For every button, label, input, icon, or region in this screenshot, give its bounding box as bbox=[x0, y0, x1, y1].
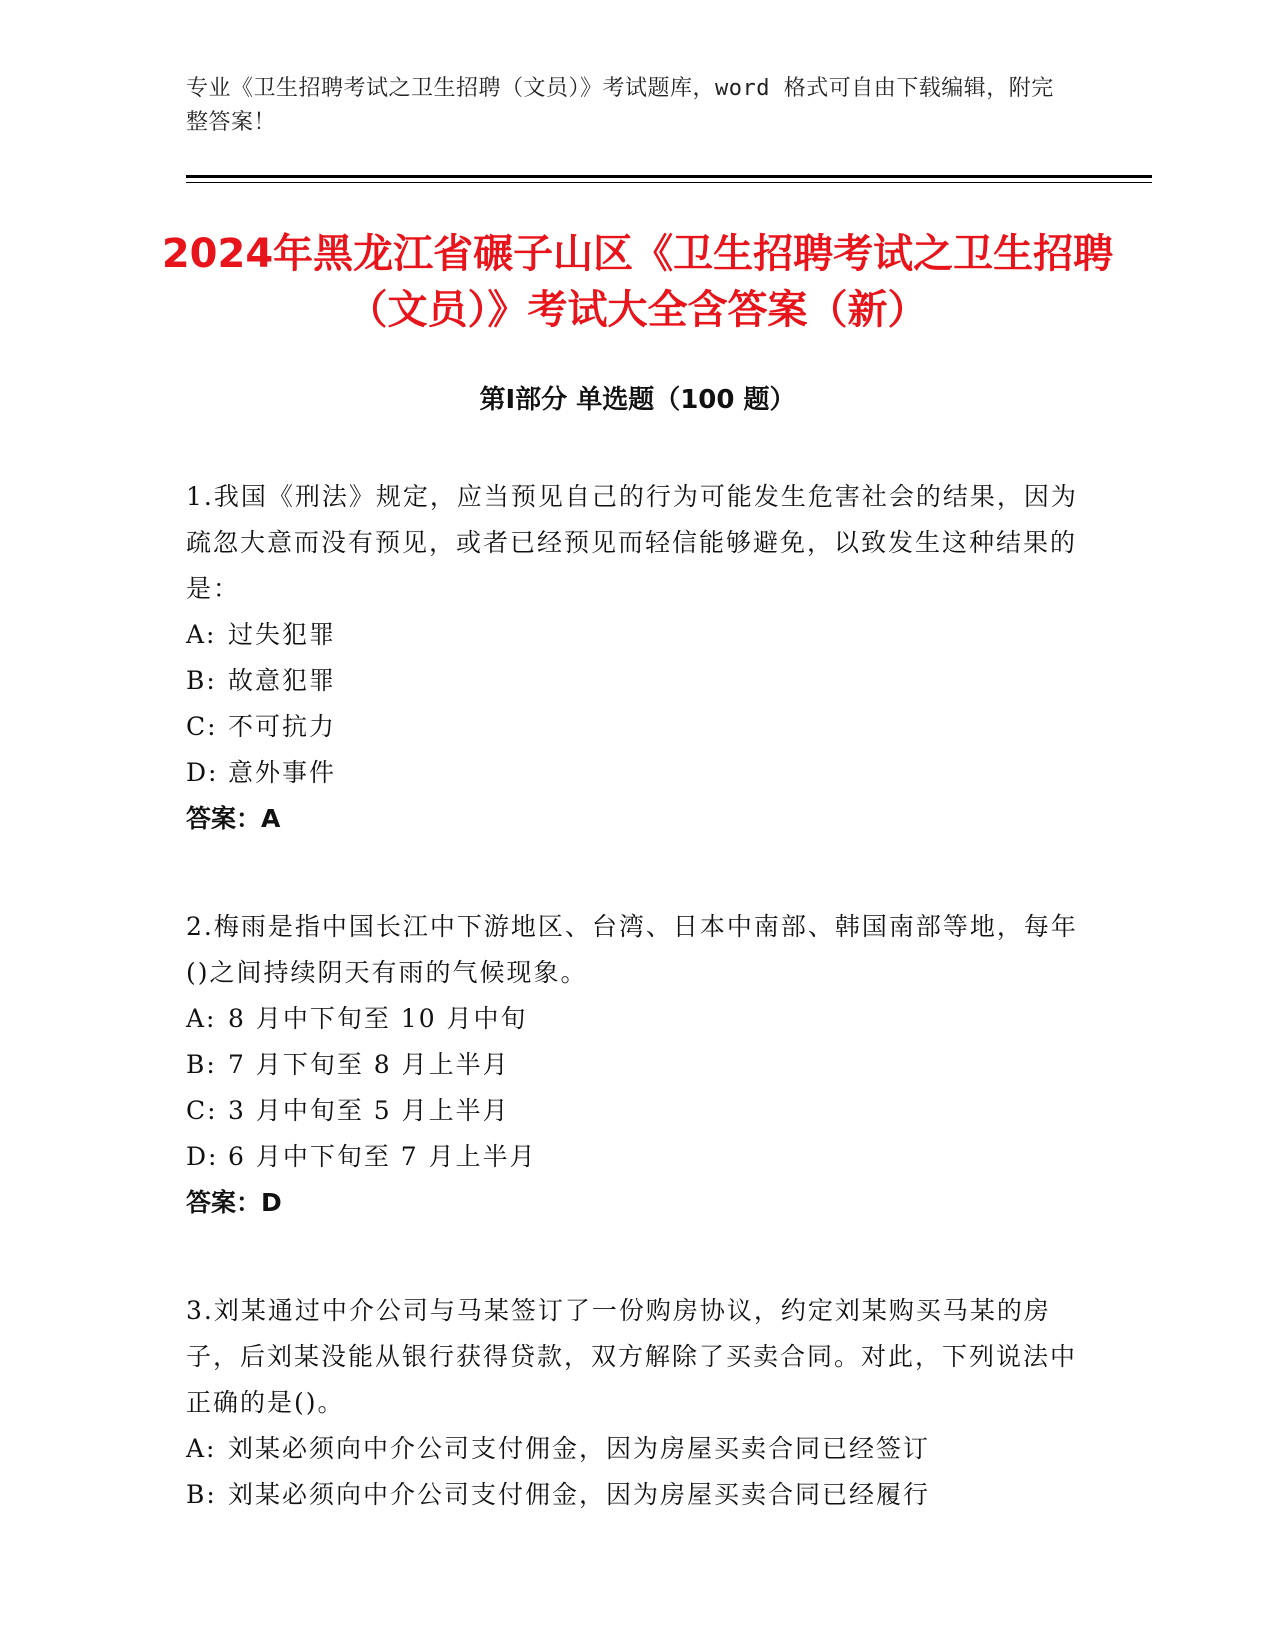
question-text: 1.我国《刑法》规定，应当预见自己的行为可能发生危害社会的结果，因为疏忽大意而没有预见，或者已经预见而轻信能够避免，以致发生这种结果的是： bbox=[186, 482, 1078, 603]
answer-label: 答案：A bbox=[186, 804, 281, 833]
option-key: C: bbox=[186, 712, 218, 741]
option-text: 刘某必须向中介公司支付佣金，因为房屋买卖合同已经履行 bbox=[228, 1480, 931, 1509]
option-text: 3 月中旬至 5 月上半月 bbox=[228, 1096, 510, 1125]
question-text: 2.梅雨是指中国长江中下游地区、台湾、日本中南部、韩国南部等地，每年()之间持续阴天有雨的气候现象。 bbox=[186, 912, 1078, 987]
option-text: 过失犯罪 bbox=[228, 620, 337, 649]
option-b bbox=[186, 1472, 1086, 1518]
question-text: 3.刘某通过中介公司与马某签订了一份购房协议，约定刘某购买马某的房子，后刘某没能从银行获得贷款，双方解除了买卖合同。对此，下列说法中正确的是()。 bbox=[186, 1296, 1078, 1417]
header-rule-thin bbox=[186, 182, 1152, 183]
option-key: B: bbox=[186, 1050, 217, 1079]
option-key: A: bbox=[186, 1434, 217, 1463]
section-heading: 第Ⅰ部分 单选题（100 题） bbox=[479, 385, 796, 415]
option-text: 刘某必须向中介公司支付佣金，因为房屋买卖合同已经签订 bbox=[228, 1434, 931, 1463]
option-a bbox=[186, 996, 1086, 1042]
question-2 bbox=[186, 904, 1086, 1226]
option-key: B: bbox=[186, 666, 217, 695]
option-key: B: bbox=[186, 1480, 217, 1509]
header-note: 专业《卫生招聘考试之卫生招聘（文员）》考试题库，word 格式可自由下载编辑，附完整答案！ bbox=[186, 76, 1054, 135]
option-key: D: bbox=[186, 758, 219, 787]
option-a bbox=[186, 1426, 1086, 1472]
option-d bbox=[186, 1134, 1086, 1180]
question-list bbox=[186, 474, 1086, 1580]
option-key: A: bbox=[186, 620, 217, 649]
option-d bbox=[186, 750, 1086, 796]
answer-label: 答案：D bbox=[186, 1188, 282, 1217]
option-text: 6 月中下旬至 7 月上半月 bbox=[228, 1142, 537, 1171]
option-c bbox=[186, 1088, 1086, 1134]
document-title: 2024年黑龙江省碾子山区《卫生招聘考试之卫生招聘（文员）》考试大全含答案（新） bbox=[161, 231, 1114, 333]
option-text: 7 月下旬至 8 月上半月 bbox=[228, 1050, 510, 1079]
option-b bbox=[186, 658, 1086, 704]
option-b bbox=[186, 1042, 1086, 1088]
option-a bbox=[186, 612, 1086, 658]
option-text: 意外事件 bbox=[228, 758, 337, 787]
option-key: D: bbox=[186, 1142, 219, 1171]
option-key: C: bbox=[186, 1096, 218, 1125]
header-rule-thick bbox=[186, 175, 1152, 178]
question-1 bbox=[186, 474, 1086, 842]
option-c bbox=[186, 704, 1086, 750]
option-text: 不可抗力 bbox=[228, 712, 337, 741]
option-text: 故意犯罪 bbox=[228, 666, 337, 695]
option-key: A: bbox=[186, 1004, 217, 1033]
question-3 bbox=[186, 1288, 1086, 1518]
option-text: 8 月中下旬至 10 月中旬 bbox=[228, 1004, 528, 1033]
